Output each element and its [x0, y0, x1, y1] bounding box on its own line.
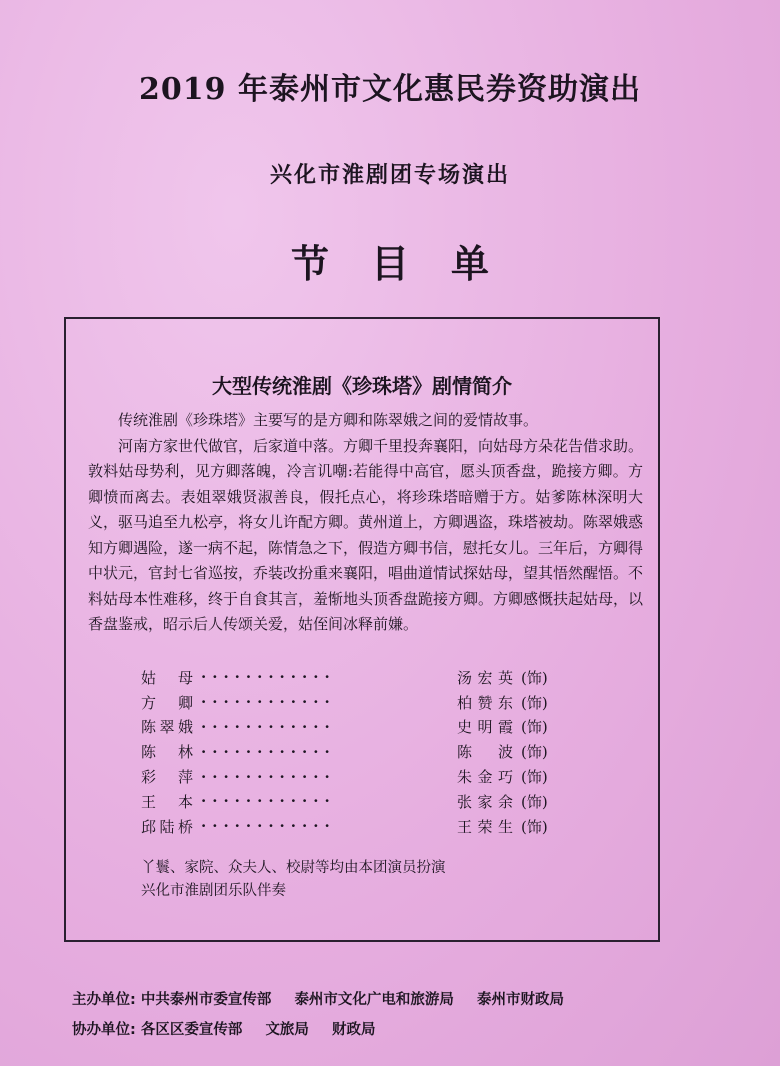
cast-actor: 朱金巧 — [457, 768, 513, 787]
co-organizers — [72, 1018, 376, 1039]
cast-suffix: (饰) — [521, 693, 548, 712]
cast-suffix: (饰) — [521, 768, 548, 787]
cast-suffix: (饰) — [521, 792, 548, 811]
host-organizers — [72, 988, 564, 1009]
host-label: 主办单位: — [72, 992, 136, 1008]
page-subtitle: 兴化市淮剧团专场演出 — [269, 162, 510, 188]
cast-suffix: (饰) — [521, 718, 548, 737]
co-org: 文旅局 — [265, 1022, 309, 1038]
cast-leader-dots: ············ — [201, 668, 336, 687]
co-org: 财政局 — [332, 1022, 376, 1038]
page-title: 2019 年泰州市文化惠民券资助演出 — [139, 72, 641, 107]
cast-role: 王本 — [141, 792, 193, 811]
cast-role: 陈林 — [141, 743, 193, 762]
cast-leader-dots: ············ — [201, 767, 336, 786]
cast-row — [141, 665, 561, 690]
co-label: 协办单位: — [72, 1022, 136, 1038]
cast-role: 彩萍 — [141, 768, 193, 787]
synopsis-paragraph: 传统淮剧《珍珠塔》主要写的是方卿和陈翠娥之间的爱情故事。 — [118, 411, 539, 429]
cast-row — [141, 789, 561, 814]
cast-role: 方卿 — [141, 693, 193, 712]
cast-role: 姑母 — [141, 668, 193, 687]
cast-role: 陈翠娥 — [141, 718, 193, 737]
cast-actor: 王荣生 — [457, 817, 513, 836]
cast-row — [141, 690, 561, 715]
cast-role: 邱陆桥 — [141, 817, 193, 836]
host-org: 泰州市财政局 — [477, 992, 564, 1008]
cast-actor: 汤宏英 — [457, 668, 513, 687]
note-line: 兴化市淮剧团乐队伴奏 — [141, 883, 286, 899]
cast-leader-dots: ············ — [201, 792, 336, 811]
synopsis-text — [88, 408, 643, 638]
cast-row — [141, 715, 561, 740]
cast-leader-dots: ············ — [201, 693, 336, 712]
cast-actor: 张家余 — [457, 792, 513, 811]
cast-actor: 柏赞东 — [457, 693, 513, 712]
cast-suffix: (饰) — [521, 743, 548, 762]
cast-leader-dots: ············ — [201, 817, 336, 836]
cast-row — [141, 739, 561, 764]
cast-leader-dots: ············ — [201, 717, 336, 736]
program-heading: 节目单 — [290, 242, 531, 286]
host-org: 泰州市文化广电和旅游局 — [294, 992, 454, 1008]
cast-row — [141, 764, 561, 789]
synopsis-paragraph: 河南方家世代做官，后家道中落。方卿千里投奔襄阳，向姑母方朵花告借求助。敦料姑母势利，见方卿落魄，冷言讥嘲:若能得中高官，愿头顶香盘，跪接方卿。方卿愤而离去。表姐翠娥贤淑善良，假托点心，将珍珠塔暗赠于方。姑爹陈林深明大义，驱马追至九松亭，将女儿许配方卿。黄州道上，方卿遇盗，珠塔被劫。陈翠娥惑知方卿遇险，遂一病不起，陈情急之下，假造方卿书信，慰托女儿。三年后，方卿得中状元，官封七省巡按，乔装改扮重来襄阳，唱曲道情试探姑母，望其悟然醒悟。不料姑母本性难移，终于自食其言，羞惭地头顶香盘跪接方卿。方卿感慨扶起姑母，以香盘鉴戒，昭示后人传颂关爱，姑侄间冰释前嫌。 — [88, 436, 644, 633]
synopsis-box — [64, 317, 660, 942]
synopsis-title: 大型传统淮剧《珍珠塔》剧情简介 — [212, 374, 512, 398]
cast-actor: 陈波 — [457, 743, 513, 762]
cast-leader-dots: ············ — [201, 742, 336, 761]
cast-suffix: (饰) — [521, 817, 548, 836]
cast-actor: 史明霞 — [457, 718, 513, 737]
note-line: 丫鬟、家院、众夫人、校尉等均由本团演员扮演 — [141, 860, 446, 876]
cast-row — [141, 814, 561, 839]
cast-suffix: (饰) — [521, 668, 548, 687]
cast-list — [141, 665, 561, 839]
co-org: 各区区委宣传部 — [140, 1022, 243, 1038]
performance-notes — [141, 857, 446, 903]
host-org: 中共泰州市委宣传部 — [140, 992, 272, 1008]
